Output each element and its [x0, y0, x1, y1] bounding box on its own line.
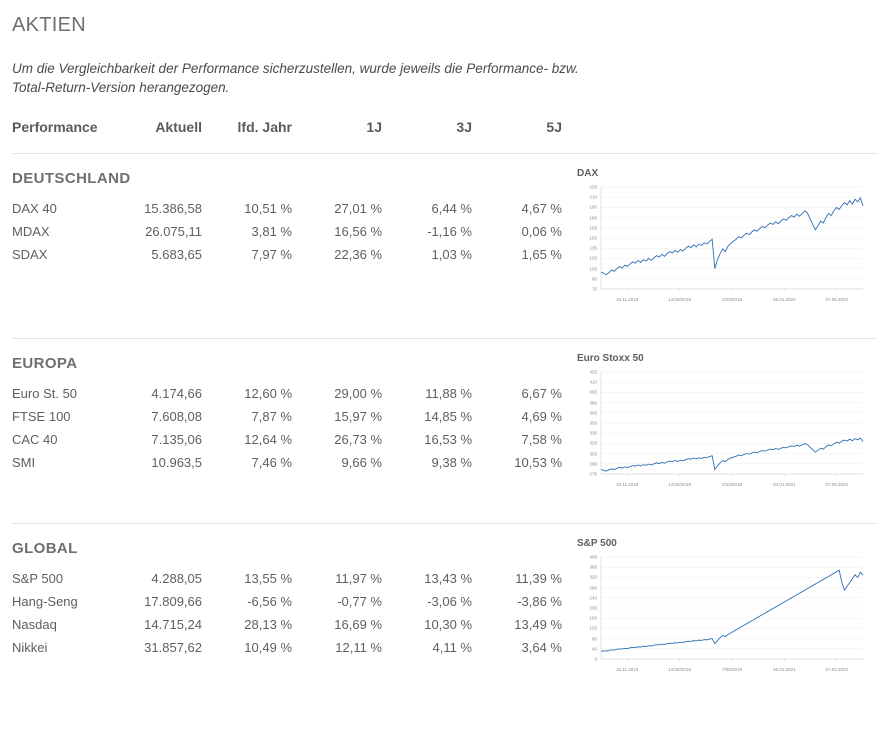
table-row[interactable]: [12, 451, 567, 474]
row-1j: -0,77 %: [337, 594, 382, 609]
row-1j: 27,01 %: [334, 201, 382, 216]
row-1j: 16,56 %: [334, 224, 382, 239]
chart-x-tick: 07.03.2022: [825, 667, 849, 672]
row-5j: 3,64 %: [521, 640, 562, 655]
chart-y-tick: 410: [589, 379, 597, 385]
row-ytd: 7,87 %: [251, 409, 292, 424]
row-ytd: 10,49 %: [244, 640, 292, 655]
row-name: DAX 40: [12, 201, 57, 216]
row-3j: 13,43 %: [424, 571, 472, 586]
page-title: AKTIEN: [12, 14, 87, 36]
chart-y-tick: 305: [589, 451, 597, 457]
row-1j: 22,36 %: [334, 247, 382, 262]
section-deutschland: [12, 153, 877, 320]
row-5j: 4,67 %: [521, 201, 562, 216]
row-name: Nasdaq: [12, 617, 57, 632]
row-aktuell: 7.135,06: [151, 432, 202, 447]
table-row[interactable]: [12, 405, 567, 428]
table-header: [12, 119, 877, 135]
chart-y-tick: 135: [589, 245, 597, 251]
row-ytd: 7,97 %: [251, 247, 292, 262]
chart-svg: [577, 183, 867, 295]
chart-y-tick: 165: [589, 225, 597, 231]
chart-y-tick: 150: [589, 235, 597, 241]
row-1j: 16,69 %: [334, 617, 382, 632]
row-5j: -3,86 %: [517, 594, 562, 609]
chart-y-tick: 105: [589, 266, 597, 272]
row-aktuell: 5.683,65: [151, 247, 202, 262]
chart-y-tick: 335: [589, 430, 597, 436]
chart-x-tick: 04.01.2021: [773, 482, 796, 487]
row-5j: 6,67 %: [521, 386, 562, 401]
chart-y-tick: 40: [591, 646, 597, 652]
chart-y-tick: 240: [589, 595, 597, 601]
table-row[interactable]: [12, 636, 567, 659]
table-row[interactable]: [12, 590, 567, 613]
row-3j: 11,88 %: [425, 386, 472, 401]
row-5j: 7,58 %: [521, 432, 562, 447]
chart-euro-stoxx-50: [577, 353, 867, 498]
row-aktuell: 31.857,62: [144, 640, 202, 655]
row-name: Hang-Seng: [12, 594, 78, 609]
chart-y-tick: 120: [589, 625, 597, 631]
row-aktuell: 10.963,5: [151, 455, 202, 470]
table-row[interactable]: [12, 567, 567, 590]
row-aktuell: 4.174,66: [151, 386, 202, 401]
chart-y-axis: [577, 183, 599, 295]
column-header-3j: 3J: [456, 119, 472, 135]
chart-plot-area: [577, 368, 867, 498]
row-1j: 26,73 %: [334, 432, 382, 447]
table-row[interactable]: [12, 243, 567, 266]
row-3j: 16,53 %: [424, 432, 472, 447]
chart-y-tick: 350: [589, 420, 597, 426]
chart-y-tick: 180: [589, 215, 597, 221]
chart-y-tick: 90: [591, 276, 597, 282]
table-row[interactable]: [12, 197, 567, 220]
chart-y-tick: 75: [591, 286, 597, 292]
row-name: S&P 500: [12, 571, 64, 586]
chart-plot-area: [577, 183, 867, 313]
chart-y-tick: 195: [589, 204, 597, 210]
chart-svg: [577, 553, 867, 665]
row-ytd: 12,60 %: [244, 386, 292, 401]
row-aktuell: 4.288,05: [151, 571, 202, 586]
chart-y-tick: 360: [589, 564, 597, 570]
row-ytd: -6,56 %: [247, 594, 292, 609]
sections-container: [12, 153, 877, 690]
chart-plot-area: [577, 553, 867, 683]
chart-y-tick: 210: [589, 194, 597, 200]
row-ytd: 28,13 %: [244, 617, 292, 632]
chart-x-tick: 16.11.2018: [616, 667, 639, 672]
row-3j: 4,11 %: [432, 640, 472, 655]
chart-y-tick: 225: [589, 184, 597, 190]
chart-x-tick: 05.01.2021: [773, 667, 796, 672]
chart-x-tick: 05.01.2020: [773, 297, 796, 302]
table-row[interactable]: [12, 613, 567, 636]
chart-y-tick: 380: [589, 400, 597, 406]
row-3j: -1,16 %: [427, 224, 472, 239]
row-5j: 1,65 %: [521, 247, 562, 262]
chart-y-axis: [577, 368, 599, 480]
chart-y-tick: 395: [589, 389, 597, 395]
row-5j: 13,49 %: [514, 617, 562, 632]
column-header-5j: 5J: [546, 119, 562, 135]
table-row[interactable]: [12, 428, 567, 451]
chart-y-tick: 320: [589, 574, 597, 580]
row-ytd: 12,64 %: [244, 432, 292, 447]
row-aktuell: 14.715,24: [144, 617, 202, 632]
chart-y-tick: 80: [591, 636, 597, 642]
chart-x-axis: [601, 665, 863, 677]
row-name: SDAX: [12, 247, 48, 262]
row-5j: 4,69 %: [521, 409, 562, 424]
stocks-performance-page: [0, 8, 889, 690]
chart-y-tick: 365: [589, 410, 597, 416]
section-europa: [12, 338, 877, 505]
section-title: EUROPA: [12, 355, 78, 372]
chart-y-tick: 200: [589, 605, 597, 611]
chart-dax: [577, 168, 867, 313]
chart-x-axis: [601, 480, 863, 492]
row-name: CAC 40: [12, 432, 58, 447]
column-header-aktuell: Aktuell: [155, 119, 202, 135]
chart-s-p-500: [577, 538, 867, 683]
chart-y-tick: 400: [589, 554, 597, 560]
chart-y-tick: 275: [589, 471, 597, 477]
chart-y-tick: 280: [589, 585, 597, 591]
chart-y-tick: 320: [589, 440, 597, 446]
index-rows: [12, 197, 567, 266]
row-ytd: 13,55 %: [244, 571, 292, 586]
row-name: Nikkei: [12, 640, 48, 655]
chart-x-tick: 2/23/2018: [721, 482, 743, 487]
row-1j: 12,11 %: [335, 640, 382, 655]
table-row[interactable]: [12, 382, 567, 405]
row-aktuell: 15.386,58: [144, 201, 202, 216]
chart-x-axis: [601, 295, 863, 307]
row-3j: 14,85 %: [424, 409, 472, 424]
chart-x-tick: 12/18/2019: [668, 297, 691, 302]
chart-svg: [577, 368, 867, 480]
row-ytd: 7,46 %: [251, 455, 292, 470]
chart-y-tick: 290: [589, 461, 597, 467]
row-1j: 11,97 %: [335, 571, 382, 586]
chart-x-tick: 16.11.2018: [616, 297, 639, 302]
section-title: DEUTSCHLAND: [12, 170, 131, 187]
row-name: MDAX: [12, 224, 50, 239]
row-5j: 0,06 %: [521, 224, 562, 239]
row-ytd: 10,51 %: [244, 201, 292, 216]
index-rows: [12, 567, 567, 659]
row-1j: 29,00 %: [334, 386, 382, 401]
row-3j: 10,30 %: [424, 617, 472, 632]
row-3j: 6,44 %: [431, 201, 472, 216]
section-global: [12, 523, 877, 690]
chart-x-tick: 16.11.2018: [616, 482, 639, 487]
row-aktuell: 7.608,08: [151, 409, 202, 424]
row-name: FTSE 100: [12, 409, 71, 424]
chart-y-tick: 120: [589, 255, 597, 261]
chart-title: S&P 500: [577, 538, 617, 549]
chart-x-tick: 07.06.2022: [825, 297, 849, 302]
chart-title: Euro Stoxx 50: [577, 353, 644, 364]
row-aktuell: 17.809,66: [144, 594, 202, 609]
column-header-performance: Performance: [12, 119, 98, 135]
column-header-1j: 1J: [366, 119, 382, 135]
chart-y-axis: [577, 553, 599, 665]
row-1j: 15,97 %: [334, 409, 382, 424]
row-3j: 9,38 %: [431, 455, 472, 470]
column-header-ytd: lfd. Jahr: [237, 119, 292, 135]
index-rows: [12, 382, 567, 474]
row-aktuell: 26.075,11: [145, 224, 202, 239]
intro-text: Um die Vergleichbarkeit der Performance sicherzustellen, wurde jeweils die Performance- bzw. Total-Return-Version herangezogen.: [12, 61, 579, 95]
table-row[interactable]: [12, 220, 567, 243]
chart-x-tick: 7/05/2019: [721, 667, 743, 672]
section-title: GLOBAL: [12, 540, 78, 557]
row-name: Euro St. 50: [12, 386, 78, 401]
chart-title: DAX: [577, 168, 599, 179]
row-name: SMI: [12, 455, 36, 470]
chart-x-tick: 12/18/2019: [668, 482, 691, 487]
chart-y-tick: 0: [594, 656, 597, 662]
chart-x-tick: 2/23/2018: [721, 297, 743, 302]
chart-y-tick: 425: [589, 369, 597, 375]
row-5j: 11,39 %: [515, 571, 562, 586]
chart-x-tick: 12/18/2019: [668, 667, 691, 672]
chart-x-tick: 07.06.2022: [825, 482, 849, 487]
row-3j: 1,03 %: [431, 247, 472, 262]
row-5j: 10,53 %: [514, 455, 562, 470]
row-1j: 9,66 %: [341, 455, 382, 470]
row-3j: -3,06 %: [427, 594, 472, 609]
row-ytd: 3,81 %: [251, 224, 292, 239]
chart-y-tick: 160: [589, 615, 597, 621]
